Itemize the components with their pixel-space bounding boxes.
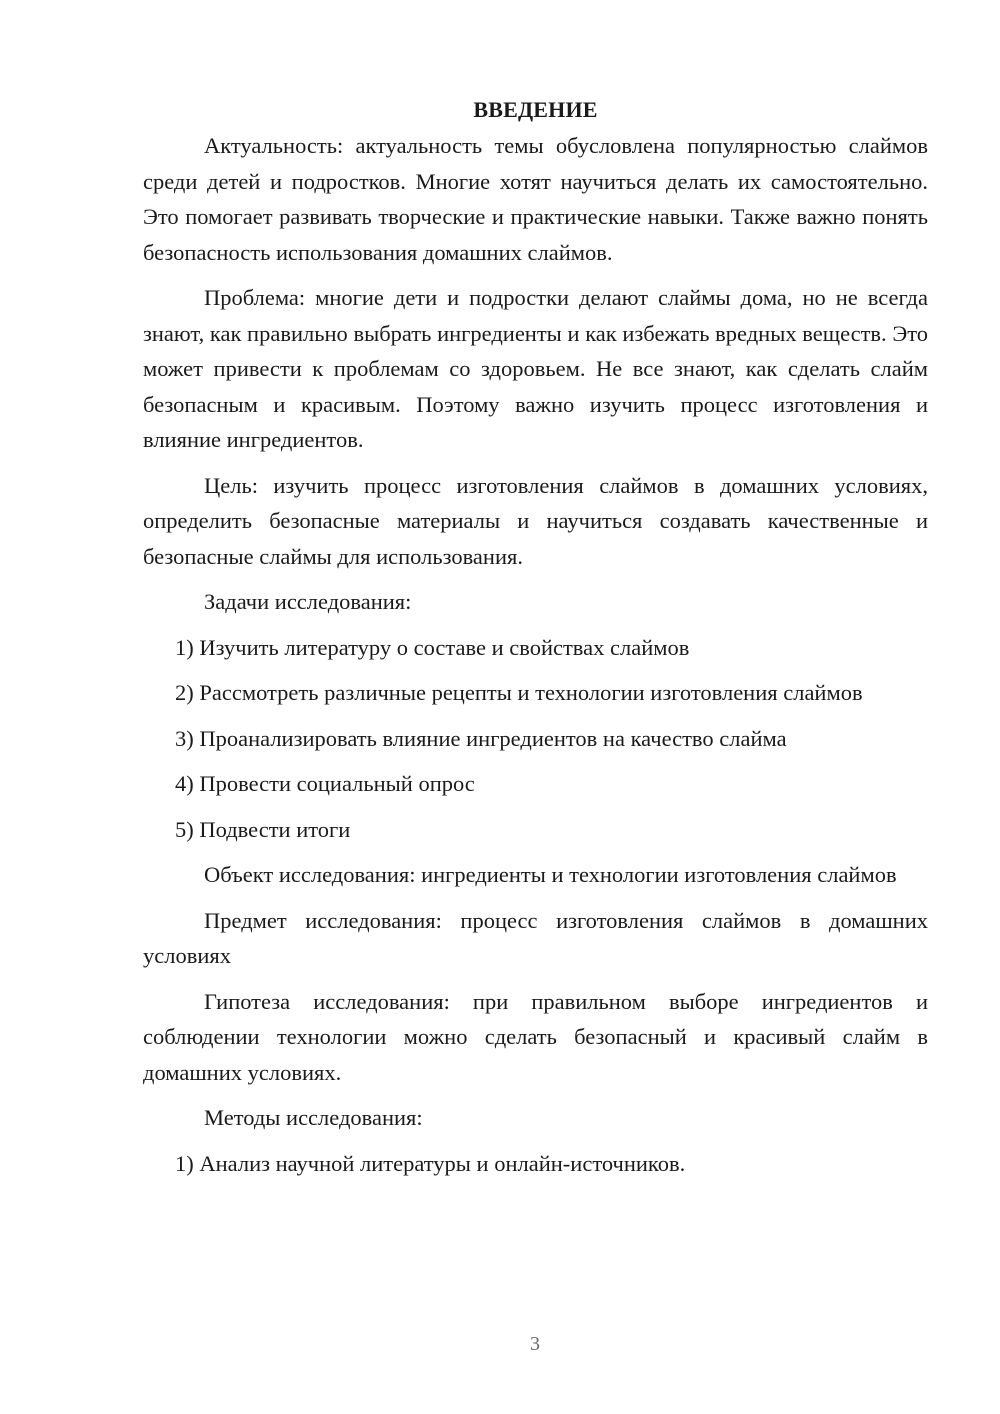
paragraph-object: Объект исследования: ингредиенты и технологии изготовления слаймов — [204, 862, 897, 887]
paragraph-goal: Цель: изучить процесс изготовления слаймов в домашних условиях, определить безопасные материалы и научиться создавать качественные и безопасные слаймы для использования. — [143, 472, 928, 569]
paragraph-subject: Предмет исследования: процесс изготовления слаймов в домашних условиях — [143, 907, 928, 968]
page-number: 3 — [530, 1333, 540, 1355]
task-item: 3) Проанализировать влияние ингредиентов на качество слайма — [175, 725, 787, 751]
task-item: 4) Провести социальный опрос — [175, 771, 475, 796]
section-heading: ВВЕДЕНИЕ — [473, 97, 598, 122]
document-page — [143, 92, 928, 1191]
paragraph-relevance: Актуальность: актуальность темы обусловлена популярностью слаймов среди детей и подростков. Многие хотят научиться делать их самостоятельно. Это помогает развивать творческие и практические навыки. Также важно понять безопасность использования домашних слаймов. — [143, 133, 928, 265]
task-item: 1) Изучить литературу о составе и свойствах слаймов — [175, 634, 690, 660]
paragraph-hypothesis: Гипотеза исследования: при правильном выборе ингредиентов и соблюдении технологии можно сделать безопасный и красивый слайм в домашних условиях. — [143, 988, 928, 1085]
methods-title: Методы исследования: — [204, 1105, 423, 1130]
task-item: 5) Подвести итоги — [175, 816, 351, 842]
task-item: 2) Рассмотреть различные рецепты и технологии изготовления слаймов — [175, 680, 863, 705]
tasks-title: Задачи исследования: — [204, 589, 412, 614]
paragraph-problem: Проблема: многие дети и подростки делают слаймы дома, но не всегда знают, как правильно выбрать ингредиенты и как избежать вредных веществ. Это может привести к проблемам со здоровьем. Не все знают, как сделать слайм безопасным и красивым. Поэтому важно изучить процесс изготовления и влияние ингредиентов. — [143, 285, 928, 452]
method-item: 1) Анализ научной литературы и онлайн-источников. — [175, 1150, 686, 1176]
